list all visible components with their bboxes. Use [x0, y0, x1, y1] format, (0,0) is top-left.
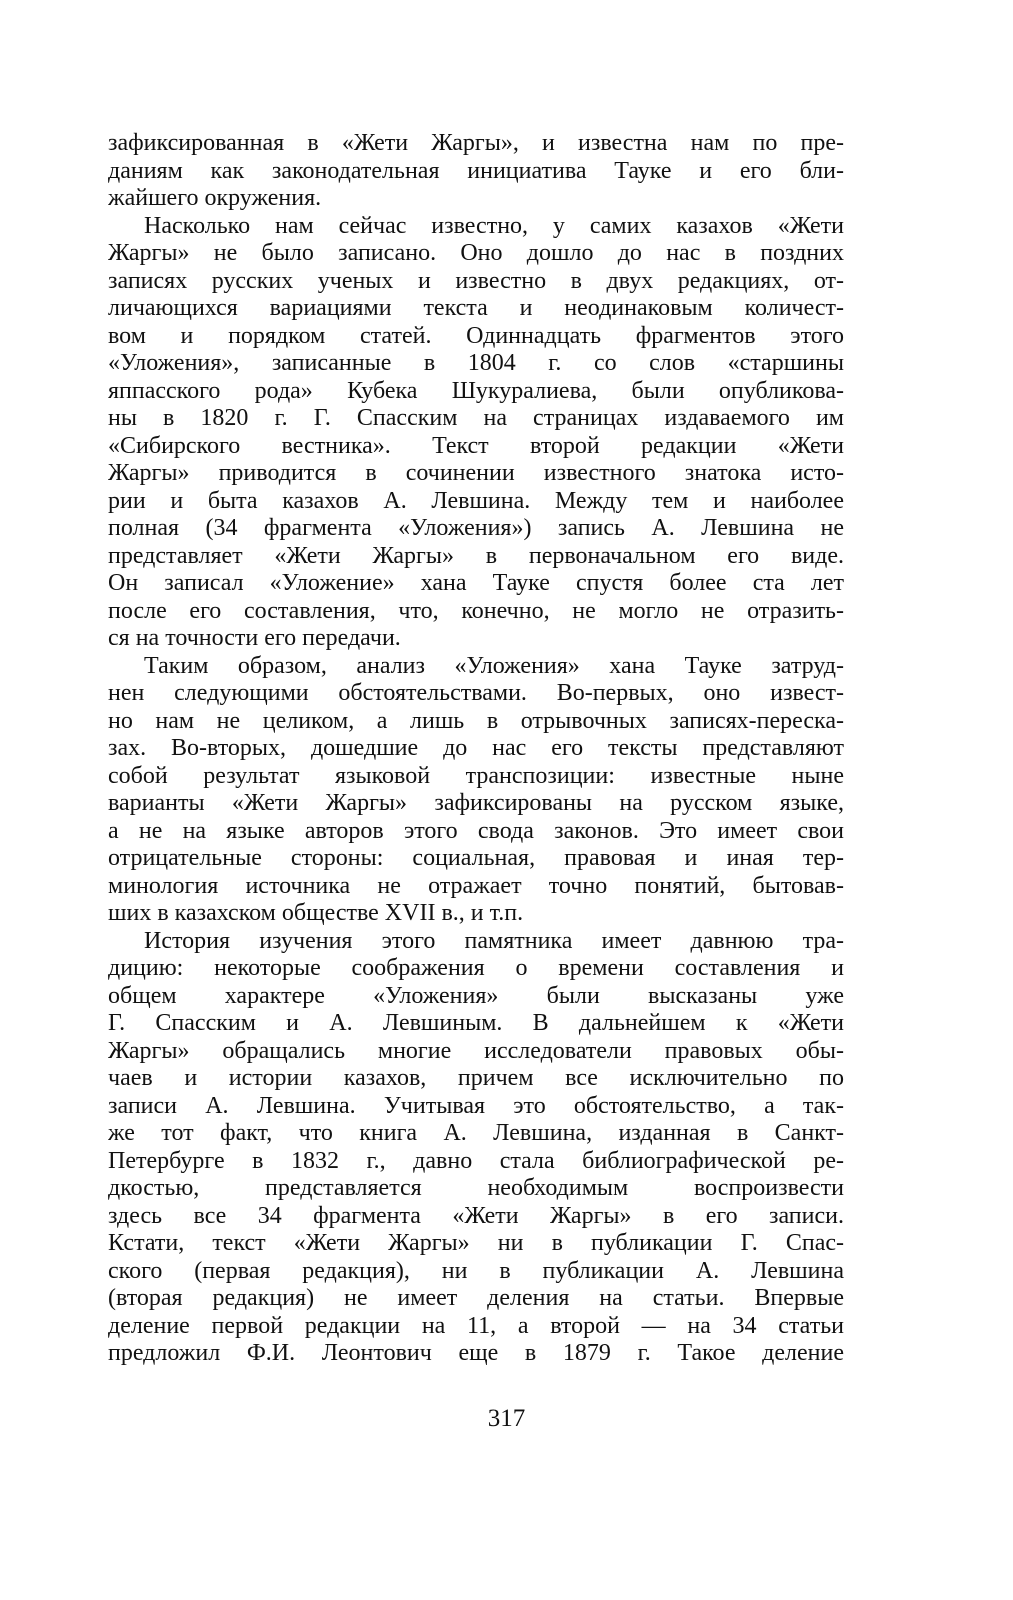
text-line: (вторая редакция) не имеет деления на статьи. Впервые [108, 1285, 844, 1311]
text-line: Кстати, текст «Жети Жаргы» ни в публикации Г. Спас- [108, 1230, 844, 1256]
paragraph-3 [108, 653, 844, 928]
text-line: предложил Ф.И. Леонтович еще в 1879 г. Такое деление [108, 1340, 844, 1366]
text-line: полная (34 фрагмента «Уложения») запись А. Левшина не [108, 515, 844, 541]
text-line: вом и порядком статей. Одиннадцать фрагментов этого [108, 322, 844, 349]
text-line: дицию: некоторые соображения о времени составления и [108, 955, 844, 981]
text-line: История изучения этого памятника имеет давнюю тра- [144, 927, 844, 954]
text-line: общем характере «Уложения» были высказаны уже [108, 982, 844, 1009]
paragraph-2 [108, 213, 844, 653]
text-line: но нам не целиком, а лишь в отрывочных записях-переска- [108, 707, 844, 734]
text-line: деление первой редакции на 11, а второй — на 34 статьи [108, 1312, 844, 1339]
text-line: нен следующими обстоятельствами. Во-первых, оно извест- [108, 680, 844, 706]
page-text-block [108, 130, 844, 1368]
text-line: Жаргы» не было записано. Оно дошло до нас в поздних [108, 240, 844, 266]
text-line: рии и быта казахов А. Левшина. Между тем и наиболее [108, 487, 844, 514]
text-line: Насколько нам сейчас известно, у самих казахов «Жети [144, 212, 844, 239]
text-line: Г. Спасским и А. Левшиным. В дальнейшем к «Жети [108, 1010, 844, 1036]
text-line: же тот факт, что книга А. Левшина, изданная в Санкт- [108, 1120, 844, 1146]
text-line: яппасского рода» Кубека Шукуралиева, были опубликова- [108, 377, 844, 404]
text-line: представляет «Жети Жаргы» в первоначальном его виде. [108, 542, 844, 569]
text-line: Петербурге в 1832 г., давно стала библиографической ре- [108, 1147, 844, 1174]
text-line: Таким образом, анализ «Уложения» хана Тауке затруд- [144, 652, 844, 679]
text-line: ших в казахском обществе XVII в., и т.п. [108, 900, 524, 926]
text-line: отрицательные стороны: социальная, правовая и иная тер- [108, 845, 844, 871]
text-line: а не на языке авторов этого свода законов. Это имеет свои [108, 817, 844, 844]
text-line: записях русских ученых и известно в двух редакциях, от- [108, 267, 844, 294]
text-line: «Сибирского вестника». Текст второй редакции «Жети [108, 432, 844, 459]
text-line: чаев и истории казахов, причем все исключительно по [108, 1065, 844, 1091]
text-line: здесь все 34 фрагмента «Жети Жаргы» в его записи. [108, 1202, 844, 1229]
text-line: Он записал «Уложение» хана Тауке спустя более ста лет [108, 570, 844, 596]
text-line: зафиксированная в «Жети Жаргы», и известна нам по пре- [108, 130, 844, 156]
text-line: после его составления, что, конечно, не могло не отразить- [108, 597, 844, 624]
text-line: Жаргы» обращались многие исследователи правовых обы- [108, 1037, 844, 1064]
page-number: 317 [487, 1405, 526, 1432]
paragraph-1 [108, 130, 844, 213]
text-line: минология источника не отражает точно понятий, бытовав- [108, 872, 844, 899]
text-line: варианты «Жети Жаргы» зафиксированы на русском языке, [108, 790, 844, 816]
text-line: жайшего окружения. [108, 185, 322, 211]
paragraph-4 [108, 928, 844, 1368]
text-line: даниям как законодательная инициатива Тауке и его бли- [108, 157, 844, 184]
text-line: записи А. Левшина. Учитывая это обстоятельство, а так- [108, 1092, 844, 1119]
text-line: дкостью, представляется необходимым воспроизвести [108, 1175, 844, 1201]
text-line: Жаргы» приводится в сочинении известного знатока исто- [108, 460, 844, 486]
text-line: ся на точности его передачи. [108, 625, 401, 651]
text-line: ского (первая редакция), ни в публикации А. Левшина [108, 1257, 844, 1284]
text-line: собой результат языковой транспозиции: известные ныне [108, 762, 844, 789]
text-line: зах. Во-вторых, дошедшие до нас его тексты представляют [108, 735, 844, 761]
text-line: ны в 1820 г. Г. Спасским на страницах издаваемого им [108, 405, 844, 431]
text-line: личающихся вариациями текста и неодинаковым количест- [108, 295, 844, 321]
text-line: «Уложения», записанные в 1804 г. со слов «старшины [108, 350, 844, 376]
